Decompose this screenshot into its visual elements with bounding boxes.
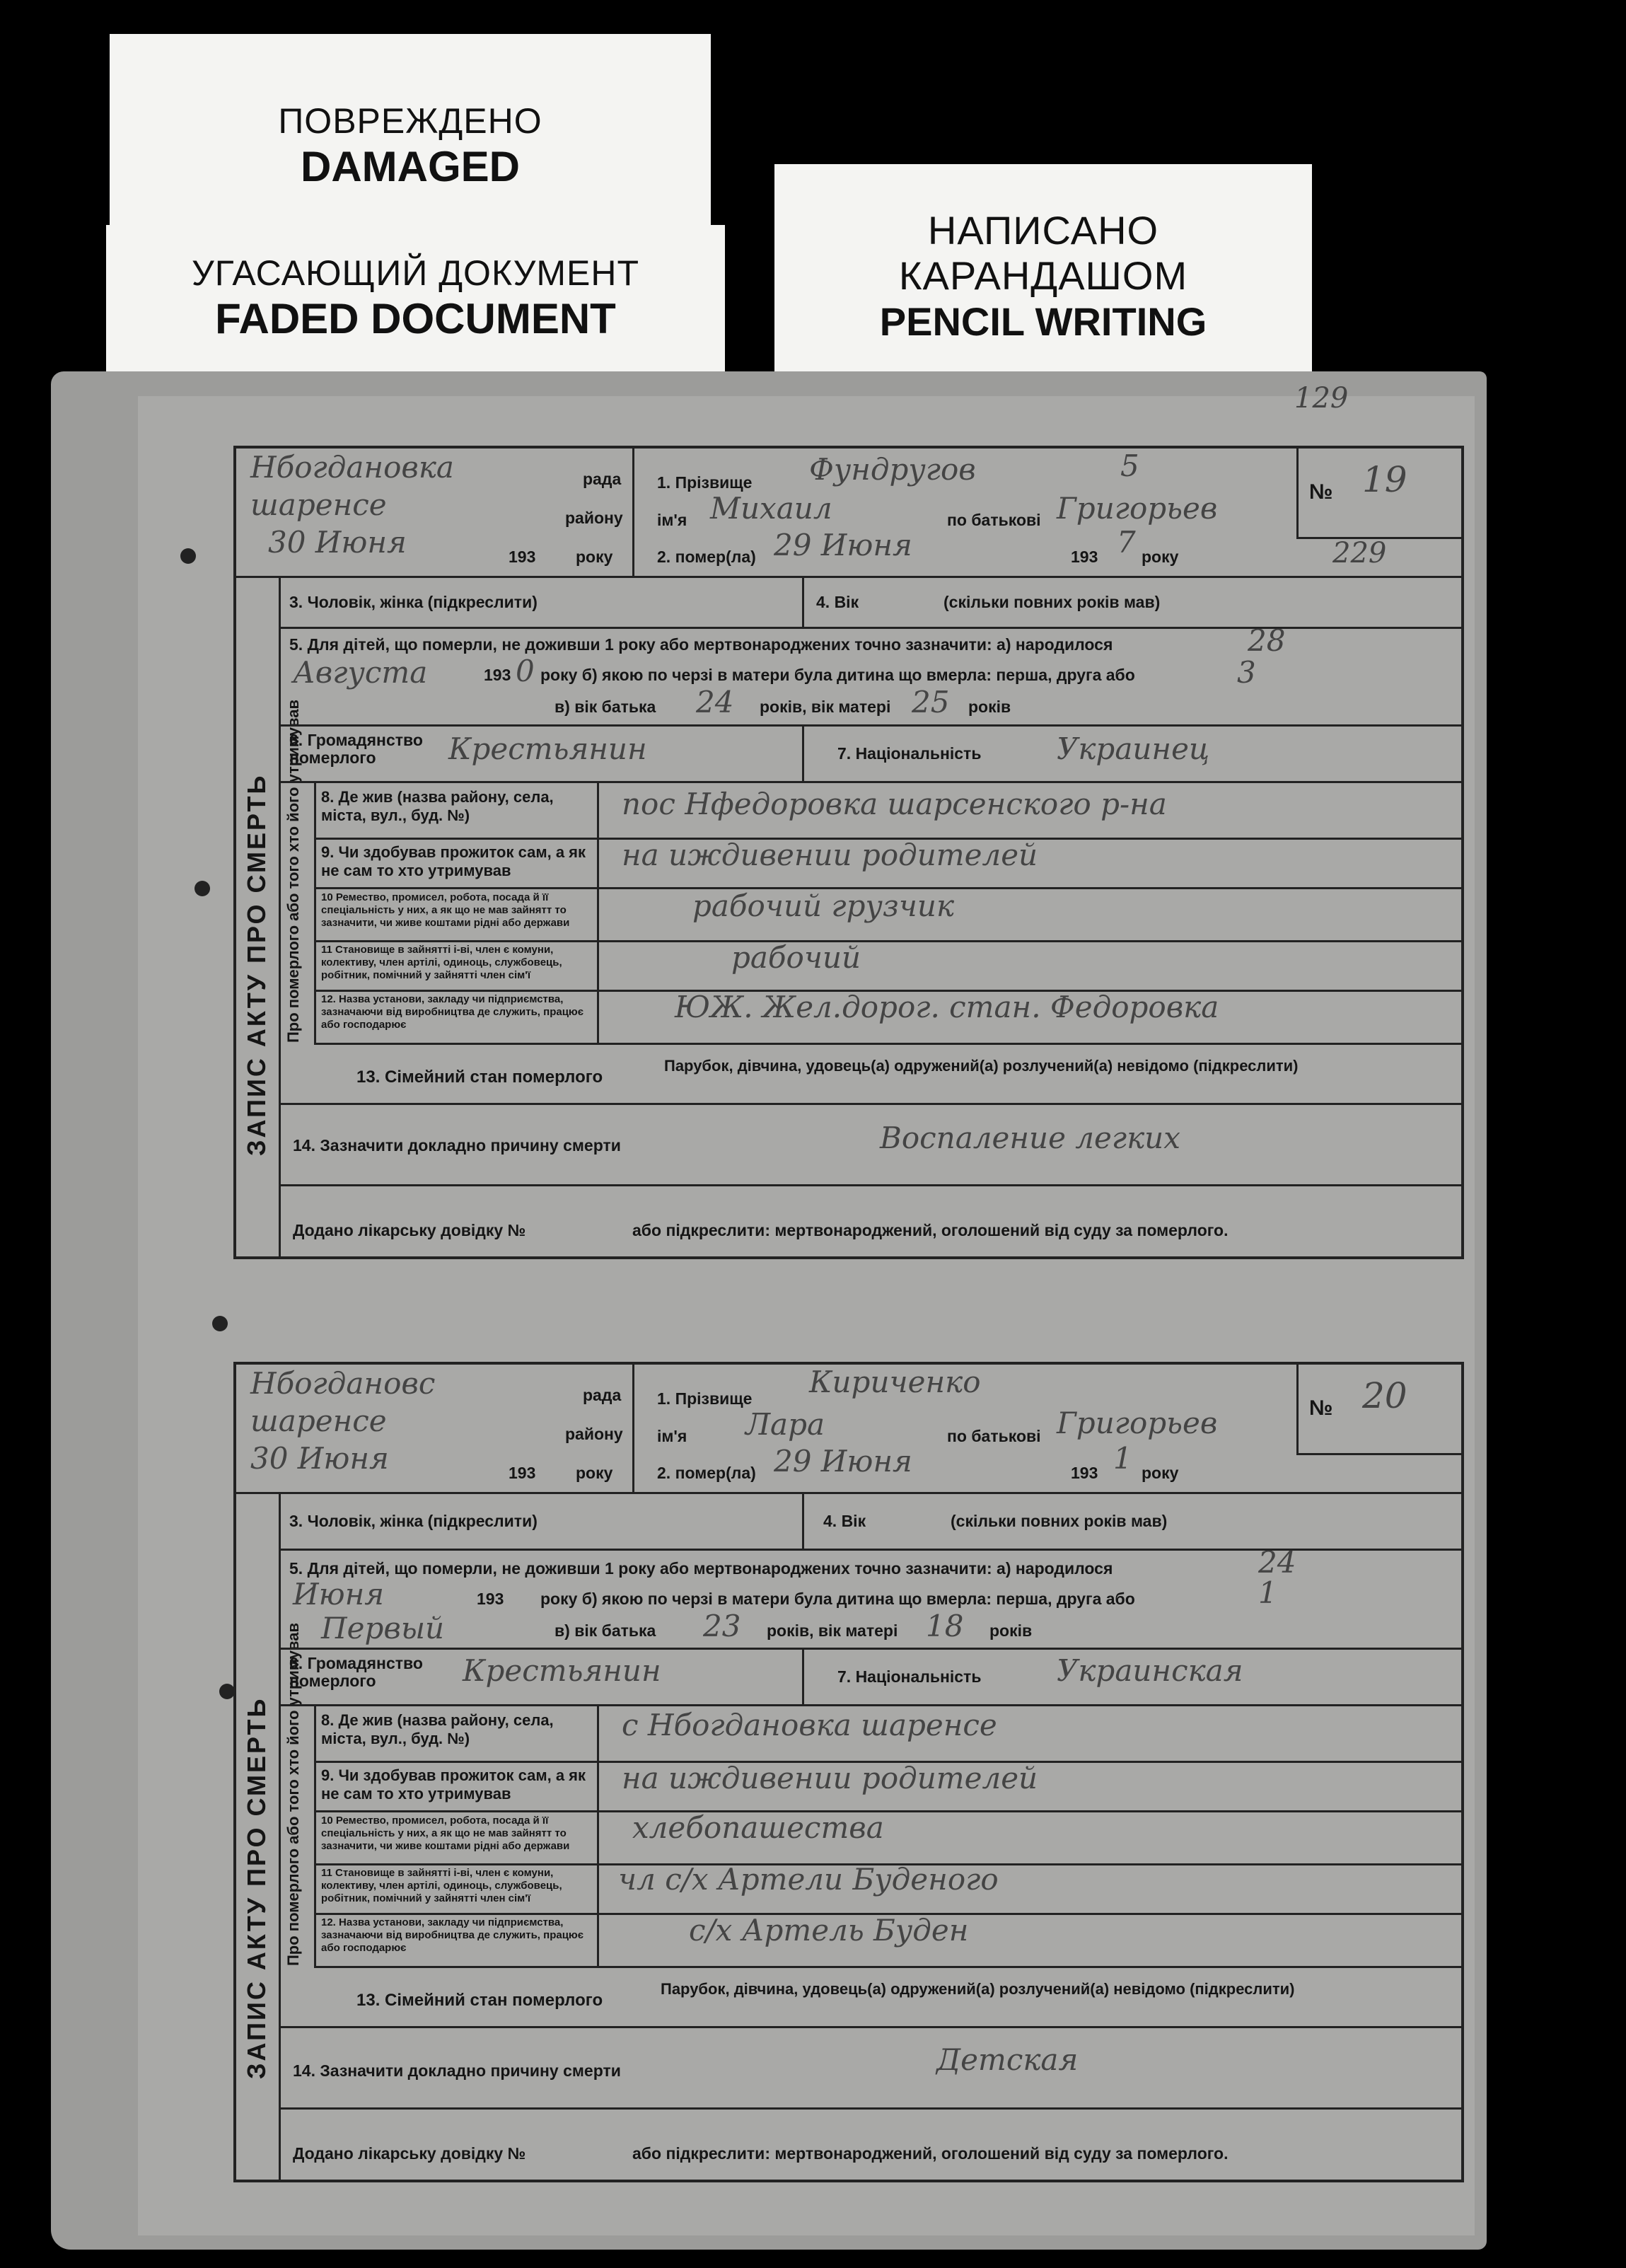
name-value: Михаил [710, 491, 832, 526]
row-citizenship [279, 724, 1461, 783]
status-label: 11 Становище в зайнятті і-ві, член є комуни, колективу, член артілі, одиноць, службовець, робітник, помічний у зайнятті член сім'ї [321, 1867, 562, 1904]
lived-value: пос Нфедоровка шарсенского р-на [622, 787, 1167, 821]
died-label: 2. помер(ла) [657, 1464, 756, 1482]
nationality-value: Украинец [1057, 731, 1210, 766]
faded-label [106, 225, 725, 395]
support-value: на иждивении родителей [622, 838, 1038, 872]
death-record-card-2 [233, 1362, 1464, 2182]
row-gender-age [279, 576, 1461, 629]
lived-label: 8. Де жив (назва району, села, міста, вул., буд. №) [321, 788, 554, 825]
roku-label: року [576, 548, 613, 566]
footer-label: Додано лікарську довідку № [293, 2144, 526, 2163]
support-label: 9. Чи здобував прожиток сам, а як не сам то хто утримував [321, 1766, 586, 1803]
support-label: 9. Чи здобував прожиток сам, а як не сам то хто утримував [321, 843, 586, 880]
raion-value: шаренсе [250, 487, 387, 522]
age-note: (скільки повних років мав) [951, 1512, 1168, 1530]
died-roku-label: року [1142, 548, 1179, 566]
stamp-number: 229 [1332, 537, 1387, 569]
mother-age-value: 18 [926, 1609, 964, 1643]
died-label: 2. помер(ла) [657, 548, 756, 566]
year-label: 193 [509, 1464, 536, 1482]
citizenship-value: Крестьянин [463, 1653, 661, 1688]
side-subtitle: Про померлого або того хто його утримував [284, 699, 302, 1043]
years-label: років [968, 698, 1011, 716]
raion-value: шаренсе [250, 1404, 387, 1438]
died-year-label: 193 [1071, 1464, 1098, 1482]
born-year-label: 193 [484, 666, 511, 684]
order-value: 1 [1258, 1575, 1277, 1610]
died-value: 29 Июня [774, 528, 912, 562]
faded-en-text: FADED DOCUMENT [215, 294, 616, 342]
institution-value: ЮЖ. Жел.дорог. стан. Федоровка [675, 990, 1219, 1024]
row-citizenship [279, 1648, 1461, 1706]
divider [802, 724, 804, 781]
born-month-value: Августа [293, 655, 428, 690]
status-value: рабочий [731, 940, 861, 975]
damaged-en-text: DAMAGED [301, 142, 520, 190]
rada-value: Нбогдановс [250, 1366, 436, 1401]
binding-hole [194, 881, 210, 896]
year-label: 193 [509, 548, 536, 566]
cause-value: Детская [936, 2042, 1079, 2077]
father-age-label: в) вік батька [554, 1621, 656, 1640]
roku-label: року [576, 1464, 613, 1482]
father-age-label: в) вік батька [554, 698, 656, 716]
rada-label: рада [583, 470, 622, 488]
rada-value: Нбогдановка [250, 450, 454, 485]
surname-value: Фундругов [809, 452, 976, 487]
status-label: 11 Становище в зайнятті і-ві, член є комуни, колективу, член артілі, одиноць, службовець, робітник, помічний у зайнятті член сім'ї [321, 944, 562, 981]
binding-hole [219, 1684, 235, 1699]
died-year-value: 7 [1117, 525, 1136, 560]
father-age-value: 23 [703, 1609, 741, 1643]
profession-label: 10 Ремество, промисел, робота, посада й її спеціальність у них, а як що не мав зайнятт то зазначити, чи живе коштами рідні або держави [321, 1815, 570, 1852]
card-header [236, 449, 1461, 578]
side-subtitle: Про померлого або того хто його утримував [284, 1622, 302, 1966]
patronymic-value: Григорьев [1057, 491, 1218, 526]
raion-label: району [565, 1425, 623, 1443]
divider [802, 576, 804, 627]
years-label: років [989, 1621, 1033, 1640]
number-label: № [1309, 1396, 1333, 1420]
patronymic-value: Григорьев [1057, 1406, 1218, 1440]
card-header [236, 1365, 1461, 1494]
number-value: 20 [1362, 1375, 1407, 1416]
family-options: Парубок, дівчина, удовець(а) одружений(а) розлучений(а) невідомо (підкреслити) [661, 1980, 1295, 1998]
footer-note: або підкреслити: мертвонароджений, оголошений від суду за померлого. [632, 1221, 1229, 1239]
pencil-en-text: PENCIL WRITING [879, 299, 1207, 344]
patronymic-label: по батькові [947, 511, 1041, 529]
raion-label: району [565, 509, 623, 527]
divider [279, 2026, 1464, 2028]
binding-hole [212, 1316, 228, 1331]
died-year-label: 193 [1071, 548, 1098, 566]
surname-value: Кириченко [809, 1365, 981, 1399]
profession-label: 10 Ремество, промисел, робота, посада й її спеціальність у них, а як що не мав зайнятт то зазначити, чи живе коштами рідні або держави [321, 891, 570, 929]
top-note: 129 [1294, 382, 1349, 415]
name-value: Лара [745, 1407, 825, 1442]
died-year-value: 1 [1113, 1441, 1132, 1476]
infant-label: 5. Для дітей, що померли, не доживши 1 року або мертвонароджених точно зазначити: а) народилося [289, 635, 1113, 654]
institution-label: 12. Назва установи, закладу чи підприємства, зазначаючи від виробництва де служить, працює або господарює [321, 1916, 584, 1954]
divider [279, 1103, 1464, 1105]
status-value: чл с/х Артели Буденого [618, 1862, 999, 1897]
institution-label: 12. Назва установи, закладу чи підприємства, зазначаючи від виробництва де служить, працює або господарює [321, 993, 584, 1031]
subside-divider [314, 781, 316, 1043]
lived-value: с Нбогдановка шаренсе [622, 1708, 997, 1742]
cause-value: Воспаление легких [880, 1121, 1180, 1155]
born-value: 24 [1258, 1545, 1296, 1580]
row-infant [279, 1545, 1461, 1650]
rada-cell [236, 1365, 634, 1492]
side-title: ЗАПИС АКТУ ПРО СМЕРТЬ [242, 773, 271, 1156]
cause-label: 14. Зазначити докладно причину смерти [293, 1136, 621, 1155]
reg-date-value: 30 Июня [268, 525, 407, 560]
born-value: 28 [1248, 623, 1286, 658]
footer-label: Додано лікарську довідку № [293, 1221, 526, 1239]
order-word-value: Первый [321, 1611, 445, 1645]
nationality-value: Украинская [1057, 1653, 1243, 1688]
pencil-ru-text-2: КАРАНДАШОМ [898, 253, 1188, 299]
label-column-divider [597, 1704, 599, 1966]
divider [314, 1810, 1464, 1812]
age-label: 4. Вік [816, 593, 859, 611]
citizenship-label: 6. Громадянство померлого [289, 731, 423, 768]
binding-hole [180, 548, 196, 564]
name-label: ім'я [657, 1427, 687, 1445]
citizenship-label: 6. Громадянство померлого [289, 1654, 423, 1691]
born-month-value: Июня [293, 1577, 385, 1612]
support-value: на иждивении родителей [622, 1761, 1038, 1795]
family-label: 13. Сімейний стан померлого [356, 1991, 603, 2010]
patronymic-label: по батькові [947, 1427, 1041, 1445]
divider [279, 2107, 1464, 2110]
order-value: 3 [1237, 655, 1256, 690]
divider [314, 1043, 1464, 1045]
born-year-value: 0 [516, 654, 535, 688]
number-label: № [1309, 480, 1333, 504]
label-column-divider [597, 781, 599, 1043]
mother-age-value: 25 [912, 685, 950, 719]
surname-label: 1. Прізвище [657, 1389, 753, 1408]
name-label: ім'я [657, 511, 687, 529]
number-cell [1296, 1365, 1461, 1455]
margin-number: 5 [1120, 449, 1139, 483]
reg-date-value: 30 Июня [250, 1441, 389, 1476]
gender-label: 3. Чоловік, жінка (підкреслити) [289, 593, 538, 611]
damaged-label [110, 34, 711, 239]
pencil-ru-text-1: НАПИСАНО [927, 208, 1159, 253]
surname-label: 1. Прізвище [657, 473, 753, 492]
divider [802, 1492, 804, 1549]
death-record-card-1 [233, 446, 1464, 1259]
damaged-ru-text: ПОВРЕЖДЕНО [278, 101, 542, 141]
family-label: 13. Сімейний стан померлого [356, 1068, 603, 1087]
nationality-label: 7. Національність [837, 1667, 982, 1686]
pencil-label [774, 164, 1312, 398]
born-year-label: 193 [477, 1590, 504, 1608]
family-options: Парубок, дівчина, удовець(а) одружений(а) розлучений(а) невідомо (підкреслити) [664, 1057, 1299, 1075]
infant-label: 5. Для дітей, що померли, не доживши 1 року або мертвонароджених точно зазначити: а) народилося [289, 1559, 1113, 1578]
divider [802, 1648, 804, 1704]
gender-label: 3. Чоловік, жінка (підкреслити) [289, 1512, 538, 1530]
institution-value: с/х Артель Буден [689, 1913, 969, 1948]
divider [314, 1966, 1464, 1968]
age-label: 4. Вік [823, 1512, 866, 1530]
mother-age-label: років, вік матері [760, 698, 891, 716]
rada-cell [236, 449, 634, 576]
number-cell [1296, 449, 1461, 539]
lived-label: 8. Де жив (назва району, села, міста, вул., буд. №) [321, 1711, 554, 1748]
divider [314, 940, 1464, 942]
number-value: 19 [1362, 459, 1407, 500]
rada-label: рада [583, 1386, 622, 1404]
side-title: ЗАПИС АКТУ ПРО СМЕРТЬ [242, 1696, 271, 2079]
cause-label: 14. Зазначити докладно причину смерти [293, 2061, 621, 2080]
profession-value: рабочий грузчик [692, 889, 955, 923]
citizenship-value: Крестьянин [448, 731, 647, 766]
row-gender-age [279, 1492, 1461, 1551]
subside-divider [314, 1704, 316, 1966]
divider [279, 1184, 1464, 1186]
died-value: 29 Июня [774, 1444, 912, 1479]
died-roku-label: року [1142, 1464, 1179, 1482]
nationality-label: 7. Національність [837, 744, 982, 763]
faded-ru-text: УГАСАЮЩИЙ ДОКУМЕНТ [191, 253, 640, 293]
order-label: року б) якою по черзі в матери була дитина що вмерла: перша, друга або [540, 1590, 1135, 1608]
father-age-value: 24 [696, 685, 734, 719]
footer-note: або підкреслити: мертвонароджений, оголошений від суду за померлого. [632, 2144, 1229, 2163]
age-note: (скільки повних років мав) [943, 593, 1161, 611]
mother-age-label: років, вік матері [767, 1621, 898, 1640]
row-infant [279, 623, 1461, 727]
profession-value: хлебопашества [632, 1810, 884, 1845]
order-label: року б) якою по черзі в матери була дитина що вмерла: перша, друга або [540, 666, 1135, 684]
